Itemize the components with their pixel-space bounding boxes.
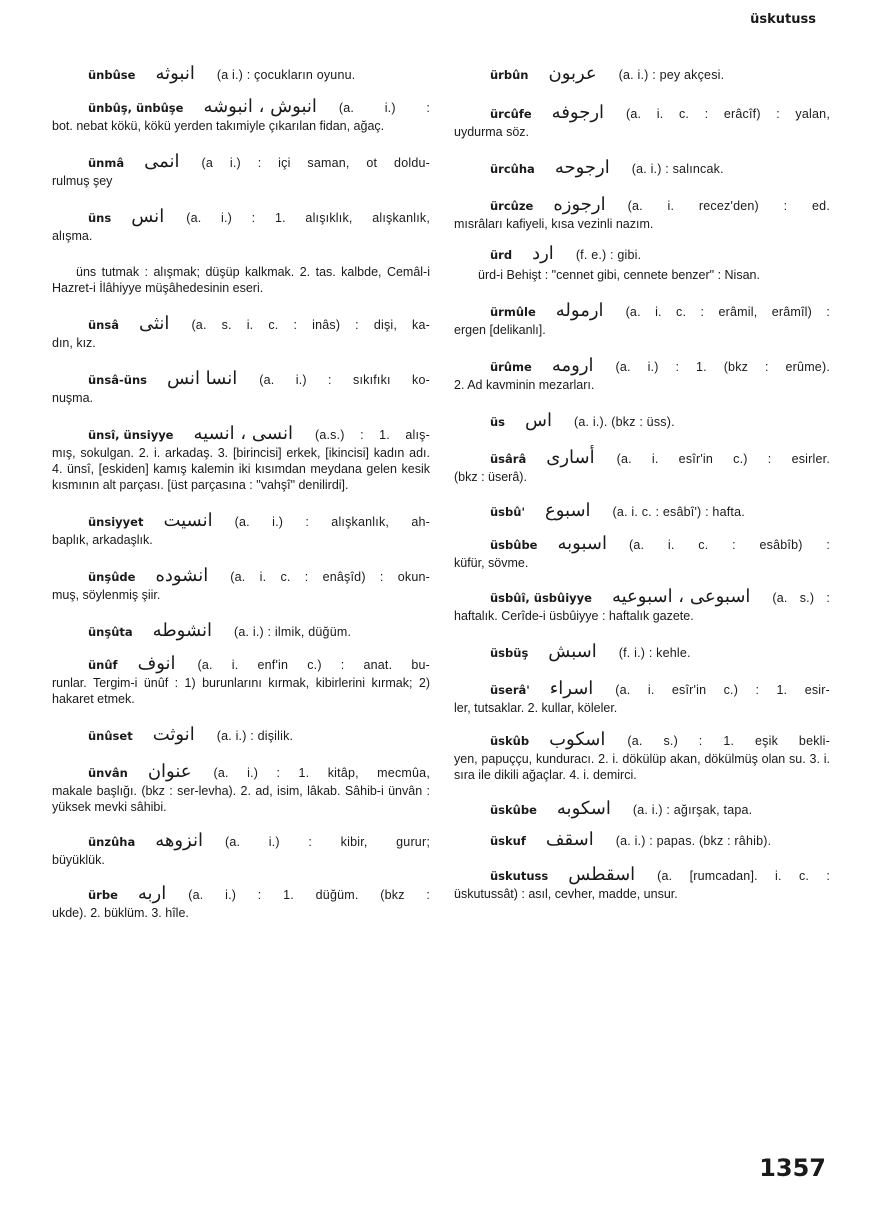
entry-arabic-script: انشوطه: [152, 620, 213, 641]
entry-definition-start: (a. i. recez'den) : ed.: [627, 199, 830, 213]
entry-definition-text: ler, tutsaklar. 2. kullar, köleler.: [454, 701, 618, 715]
dictionary-entry: [52, 761, 430, 815]
entry-headword: üsârâ: [490, 452, 527, 466]
entry-definition-start: (a.s.) : 1. alış-: [314, 428, 430, 442]
entry-arabic-script: اسكوبه: [556, 798, 611, 819]
entry-arabic-script: ارومه: [551, 355, 594, 376]
entry-definition-text: baplık, arkadaşlık.: [52, 533, 153, 547]
entry-definition-start: (a. i.) : ilmik, düğüm.: [234, 625, 352, 639]
entry-arabic-script: ارجوحه: [554, 157, 610, 178]
entry-definition-text: ürd-i Behişt : "cennet gibi, cennete benzer" : Nisan.: [478, 268, 760, 282]
dictionary-entry: [454, 641, 830, 662]
entry-definition-text: ergen [delikanlı].: [454, 323, 546, 337]
dictionary-entry: [454, 102, 830, 140]
entry-headword: üsbüş: [490, 646, 529, 660]
entry-definition-start: (a. i.) : 1. kitâp, mecmûa,: [213, 766, 430, 780]
dictionary-entry: [454, 267, 830, 283]
entry-arabic-script: أسارى: [546, 447, 595, 468]
page-header: üskutuss: [750, 12, 816, 27]
dictionary-entry: [454, 533, 830, 571]
entry-arabic-script: اسبش: [548, 641, 597, 662]
entry-definition-start: (a. i.) : 1. düğüm. (bkz :: [188, 888, 430, 902]
entry-headword: ünzûha: [88, 835, 136, 849]
entry-headword: ünvân: [88, 766, 128, 780]
entry-definition-text: runlar. Tergim-i ünûf : 1) burunlarını kırmak, kibirlerini kırmak; 2) hakaret etmek.: [52, 676, 430, 706]
entry-definition-text: mış, sokulgan. 2. i. arkadaş. 3. [birincisi] erkek, [ikincisi] kadın adı. 4. ünsî, [eskiden] kamış kalemin iki kısımdan meydana gelen kesik kısmının alt parçası. [üst parçasına : "vahşî" denilirdi].: [52, 446, 430, 492]
entry-arabic-script: اسبوعى ، اسبوعيه: [611, 586, 751, 607]
entry-headword: üsbû': [490, 505, 525, 519]
entry-definition-text: uydurma söz.: [454, 125, 530, 139]
dictionary-entry: [454, 300, 830, 338]
entry-definition-text: dın, kız.: [52, 336, 96, 350]
entry-definition-start: (a. s.) :: [772, 591, 830, 605]
entry-definition-start: (a. i.) : sıkıfıkı ko-: [259, 373, 430, 387]
entry-definition-text: mısrâları kafiyeli, kısa vezinli nazım.: [454, 217, 654, 231]
entry-definition-text: yen, papuççu, kunduracı. 2. i. dökülüp akan, dökülmüş olan su. 3. i. sıra ile dikili ağaçlar. 4. i. demirci.: [454, 752, 830, 782]
entry-arabic-script: عربون: [548, 63, 597, 84]
entry-headword: ünsâ-üns: [88, 373, 147, 387]
entry-arabic-script: ارجوفه: [551, 102, 605, 123]
dictionary-entry: [454, 410, 830, 431]
dictionary-entry: [52, 423, 430, 493]
entry-headword: üsbûbe: [490, 538, 538, 552]
entry-headword: üskutuss: [490, 869, 549, 883]
entry-arabic-script: انشوده: [155, 565, 209, 586]
entry-definition-text: 2. Ad kavminin mezarları.: [454, 378, 595, 392]
entry-definition-text: küfür, sövme.: [454, 556, 529, 570]
dictionary-entry: [52, 368, 430, 406]
entry-headword: ünûset: [88, 729, 133, 743]
entry-definition-start: (a. i. esîr'in c.) : 1. esir-: [615, 683, 830, 697]
entry-definition-text: ukde). 2. büklüm. 3. hîle.: [52, 906, 189, 920]
entry-definition-start: (a. i.) : dişilik.: [216, 729, 294, 743]
entry-definition-start: (a. i. c. : erâmil, erâmîl) :: [625, 305, 830, 319]
entry-definition-start: (a. [rumcadan]. i. c. :: [657, 869, 830, 883]
entry-headword: üs: [490, 415, 506, 429]
entry-headword: ürbe: [88, 888, 118, 902]
dictionary-entry: [454, 243, 830, 264]
left-column: [52, 63, 430, 921]
dictionary-entry: [52, 830, 430, 868]
entry-headword: ürcûfe: [490, 107, 532, 121]
entry-headword: ünûf: [88, 658, 118, 672]
dictionary-entry: [52, 620, 430, 641]
entry-headword: ürûme: [490, 360, 532, 374]
entry-arabic-script: اسراء: [549, 678, 594, 699]
dictionary-entry: [454, 63, 830, 84]
entry-headword: ünşûta: [88, 625, 133, 639]
entry-headword: ürcûze: [490, 199, 534, 213]
entry-definition-text: büyüklük.: [52, 853, 105, 867]
dictionary-entry: [52, 653, 430, 707]
entry-headword: üserâ': [490, 683, 530, 697]
dictionary-entry: [454, 194, 830, 232]
entry-definition-text: (bkz : üserâ).: [454, 470, 527, 484]
entry-definition-text: haftalık. Cerîde-i üsbûiyye : haftalık gazete.: [454, 609, 694, 623]
entry-headword: ürmûle: [490, 305, 536, 319]
entry-arabic-script: انوف: [137, 653, 176, 674]
dictionary-entry: [52, 510, 430, 548]
entry-headword: üskuf: [490, 834, 526, 848]
entry-arabic-script: انمى: [144, 151, 180, 172]
entry-definition-start: (a. s.) : 1. eşik bekli-: [627, 734, 830, 748]
entry-definition-start: (f. e.) : gibi.: [575, 248, 642, 262]
dictionary-entry: [52, 724, 430, 745]
entry-definition-start: (a. i.) : pey akçesi.: [618, 68, 725, 82]
entry-definition-text: makale başlığı. (bkz : ser-levha). 2. ad, isim, lâkab. Sâhib-i ünvân : yüksek mevki sâhibi.: [52, 784, 430, 814]
dictionary-entry: [454, 447, 830, 485]
entry-definition-text: nuşma.: [52, 391, 93, 405]
dictionary-entry: [52, 313, 430, 351]
entry-arabic-script: انسى ، انسيه: [193, 423, 293, 444]
entry-definition-start: (a. i. c. : esâbî') : hafta.: [612, 505, 745, 519]
entry-definition-start: (a. i. esîr'in c.) : esirler.: [616, 452, 830, 466]
entry-arabic-script: اسقف: [545, 829, 594, 850]
entry-definition-start: (a. i. c. : esâbîb) :: [628, 538, 830, 552]
dictionary-entry: [454, 864, 830, 902]
entry-arabic-script: ارجوزه: [553, 194, 606, 215]
entry-definition-start: (a. i.) : 1. alışıklık, alışkanlık,: [186, 211, 430, 225]
entry-definition-start: (a. i.). (bkz : üss).: [574, 415, 675, 429]
entry-definition-start: (a. i.) : alışkanlık, ah-: [234, 515, 430, 529]
entry-definition-start: (a i.) : içi saman, ot doldu-: [201, 156, 430, 170]
right-column: [454, 63, 830, 902]
entry-definition-start: (a i.) : çocukların oyunu.: [216, 68, 356, 82]
dictionary-entry: [454, 729, 830, 783]
entry-headword: ürd: [490, 248, 513, 262]
entry-arabic-script: انسا انس: [166, 368, 238, 389]
entry-definition-start: (a. i.) : 1. (bkz : erûme).: [615, 360, 830, 374]
entry-arabic-script: ارموله: [555, 300, 604, 321]
dictionary-entry: [454, 355, 830, 393]
entry-definition-start: (a. s. i. c. : inâs) : dişi, ka-: [191, 318, 430, 332]
entry-definition-start: (a. i.) : salıncak.: [631, 162, 724, 176]
entry-definition-text: alışma.: [52, 229, 93, 243]
dictionary-entry: [52, 63, 430, 84]
entry-arabic-script: اربه: [137, 883, 167, 904]
entry-arabic-script: انزوهه: [155, 830, 203, 851]
dictionary-entry: [52, 96, 430, 134]
entry-definition-start: (a. i.) : papas. (bkz : râhib).: [615, 834, 772, 848]
entry-headword: üns: [88, 211, 112, 225]
entry-headword: ünşûde: [88, 570, 136, 584]
entry-arabic-script: انبوثه: [155, 63, 195, 84]
dictionary-entry: [52, 565, 430, 603]
entry-arabic-script: انس: [131, 206, 165, 227]
dictionary-entry: [454, 157, 830, 178]
entry-headword: ürbûn: [490, 68, 529, 82]
entry-definition-text: rulmuş şey: [52, 174, 113, 188]
entry-headword: ürcûha: [490, 162, 535, 176]
dictionary-entry: [454, 798, 830, 819]
entry-headword: üskûb: [490, 734, 530, 748]
dictionary-entry: [52, 206, 430, 244]
entry-headword: üskûbe: [490, 803, 537, 817]
dictionary-entry: [454, 678, 830, 716]
entry-definition-start: (a. i.) : ağırşak, tapa.: [632, 803, 753, 817]
dictionary-entry: [454, 500, 830, 521]
entry-definition-text: üns tutmak : alışmak; düşüp kalkmak. 2. tas. kalbde, Cemâl-i Hazret-i İlâhiyye müşâhedesinin eseri.: [52, 265, 430, 295]
entry-headword: ünmâ: [88, 156, 125, 170]
entry-headword: ünsâ: [88, 318, 119, 332]
entry-headword: ünbûse: [88, 68, 136, 82]
entry-arabic-script: انسيت: [163, 510, 213, 531]
entry-arabic-script: اس: [525, 410, 553, 431]
entry-definition-start: (a. i. c. : enâşîd) : okun-: [230, 570, 430, 584]
dictionary-entry: [52, 264, 430, 296]
entry-arabic-script: اسبوبه: [557, 533, 607, 554]
entry-arabic-script: انثى: [138, 313, 170, 334]
entry-arabic-script: ارد: [532, 243, 554, 264]
entry-arabic-script: اسكوب: [549, 729, 606, 750]
entry-definition-start: (f. i.) : kehle.: [618, 646, 691, 660]
entry-headword: üsbûî, üsbûiyye: [490, 591, 592, 605]
entry-headword: ünsiyyet: [88, 515, 144, 529]
entry-definition-start: (a. i. c. : erâcîf) : yalan,: [626, 107, 830, 121]
dictionary-entry: [52, 883, 430, 921]
entry-definition-text: muş, söylenmiş şiir.: [52, 588, 161, 602]
entry-headword: ünbûş, ünbûşe: [88, 101, 184, 115]
entry-arabic-script: انوثت: [152, 724, 195, 745]
entry-definition-text: bot. nebat kökü, kökü yerden takımiyle çıkarılan fidan, ağaç.: [52, 119, 385, 133]
dictionary-entry: [454, 586, 830, 624]
entry-arabic-script: اسبوع: [544, 500, 591, 521]
entry-definition-start: (a. i.) : kibir, gurur;: [224, 835, 430, 849]
dictionary-entry: [52, 151, 430, 189]
entry-definition-start: (a. i. enf'in c.) : anat. bu-: [197, 658, 430, 672]
entry-definition-start: (a. i.) :: [338, 101, 430, 115]
entry-definition-text: üskutussât) : asıl, cevher, madde, unsur.: [454, 887, 678, 901]
entry-headword: ünsî, ünsiyye: [88, 428, 174, 442]
entry-arabic-script: عنوان: [147, 761, 192, 782]
page-number: 1357: [759, 1154, 826, 1182]
entry-arabic-script: اسقطس: [568, 864, 636, 885]
dictionary-entry: [454, 829, 830, 850]
entry-arabic-script: انبوش ، انبوشه: [203, 96, 317, 117]
